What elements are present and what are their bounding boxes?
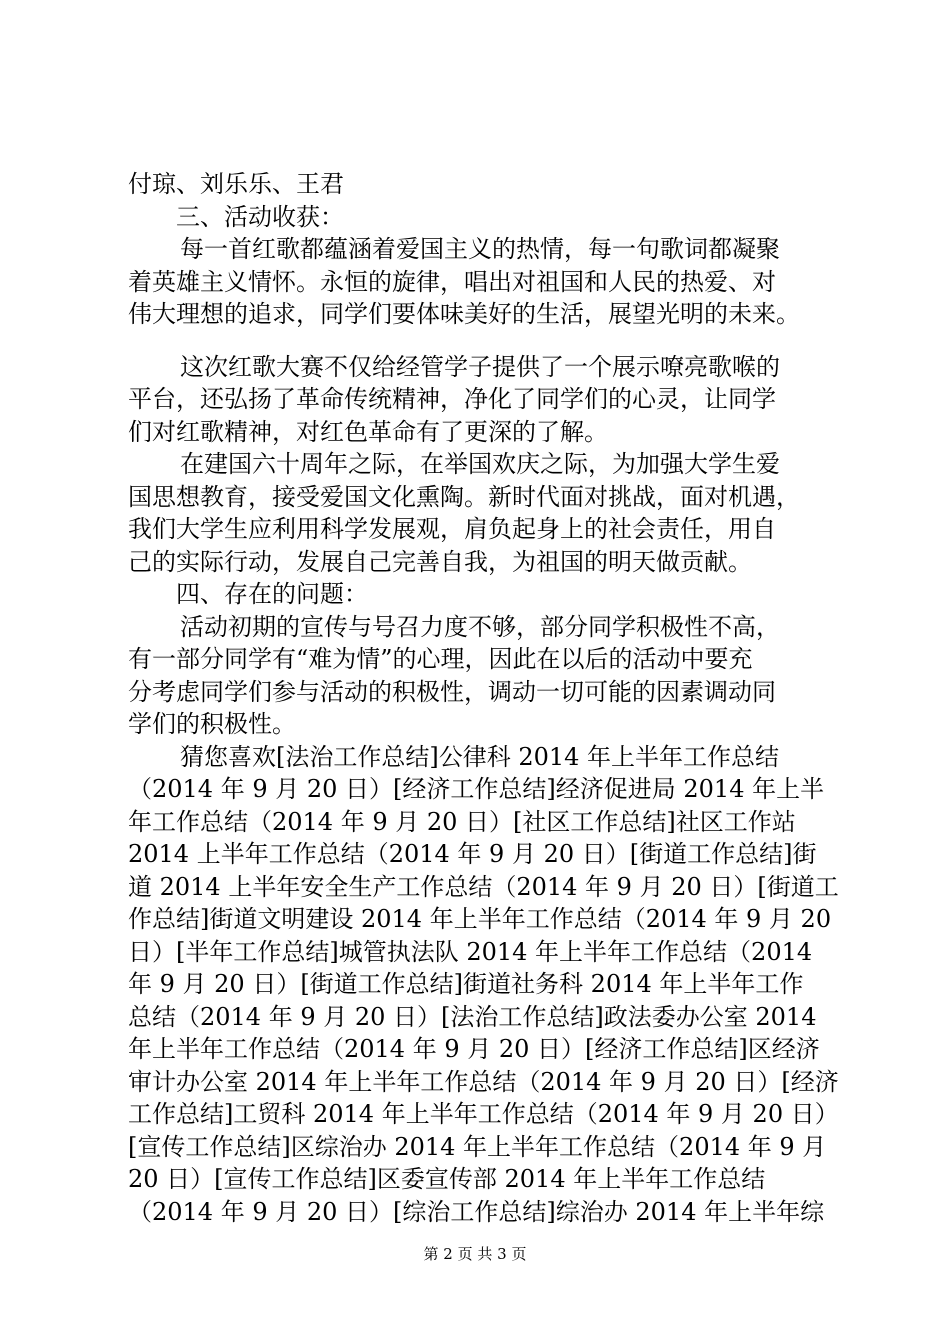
text-line: 每一首红歌都蕴涵着爱国主义的热情，每一句歌词都凝聚: [180, 235, 780, 263]
text-line: 活动初期的宣传与号召力度不够，部分同学积极性不高，: [180, 612, 780, 641]
related-links-line: 年 9 月 20 日）[街道工作总结]街道社务科 2014 年上半年工作: [128, 970, 804, 998]
text-line: 分考虑同学们参与活动的积极性，调动一切可能的因素调动同: [128, 677, 776, 706]
related-links-line: [宣传工作总结]区综治办 2014 年上半年工作总结（2014 年 9 月: [128, 1132, 827, 1161]
related-links-line: 总结（2014 年 9 月 20 日）[法治工作总结]政法委办公室 2014: [128, 1002, 817, 1031]
text-line: 着英雄主义情怀。永恒的旋律，唱出对祖国和人民的热爱、对: [128, 267, 776, 296]
text-line: 学们的积极性。: [128, 710, 296, 738]
related-links-line: 年上半年工作总结（2014 年 9 月 20 日）[经济工作总结]区经济: [128, 1035, 820, 1063]
text-line: 伟大理想的追求，同学们要体味美好的生活，展望光明的未来。: [128, 300, 800, 328]
related-links-line: 年工作总结（2014 年 9 月 20 日）[社区工作总结]社区工作站: [128, 807, 796, 836]
text-line: 这次红歌大赛不仅给经管学子提供了一个展示嘹亮歌喉的: [180, 352, 780, 381]
text-line: 有一部分同学有“难为情”的心理，因此在以后的活动中要充: [128, 645, 753, 673]
text-line: 们对红歌精神，对红色革命有了更深的了解。: [128, 417, 608, 446]
page-footer: 第 2 页 共 3 页: [423, 1245, 527, 1263]
related-links-line: （2014 年 9 月 20 日）[经济工作总结]经济促进局 2014 年上半: [128, 775, 825, 803]
text-line: 我们大学生应利用科学发展观，肩负起身上的社会责任，用自: [128, 515, 776, 543]
related-links-line: 审计办公室 2014 年上半年工作总结（2014 年 9 月 20 日）[经济: [128, 1067, 839, 1096]
section-heading-problems: 四、存在的问题：: [176, 580, 368, 608]
document-body: [128, 168, 839, 1228]
related-links-line: 工作总结]工贸科 2014 年上半年工作总结（2014 年 9 月 20 日）: [128, 1100, 839, 1128]
related-links-line: 2014 上半年工作总结（2014 年 9 月 20 日）[街道工作总结]街: [128, 840, 817, 868]
section-heading-harvest: 三、活动收获：: [176, 202, 344, 231]
text-line: 在建国六十周年之际，在举国欢庆之际，为加强大学生爱: [180, 450, 780, 478]
related-links-line: （2014 年 9 月 20 日）[综治工作总结]综治办 2014 年上半年综: [128, 1197, 825, 1226]
text-line: 平台，还弘扬了革命传统精神，净化了同学们的心灵，让同学: [128, 385, 776, 413]
paragraph-gap: [128, 331, 834, 351]
related-links-line: 道 2014 上半年安全生产工作总结（2014 年 9 月 20 日）[街道工: [128, 872, 839, 901]
related-links-line: 日）[半年工作总结]城管执法队 2014 年上半年工作总结（2014: [128, 937, 813, 966]
related-links-line: 20 日）[宣传工作总结]区委宣传部 2014 年上半年工作总结: [128, 1165, 766, 1193]
related-links-line: 作总结]街道文明建设 2014 年上半年工作总结（2014 年 9 月 20: [128, 905, 832, 933]
text-line: 付琼、刘乐乐、王君: [128, 170, 344, 198]
text-line: 国思想教育，接受爱国文化熏陶。新时代面对挑战，面对机遇，: [128, 482, 800, 511]
text-line: 己的实际行动，发展自己完善自我，为祖国的明天做贡献。: [128, 547, 752, 576]
related-links-line: 猜您喜欢[法治工作总结]公律科 2014 年上半年工作总结: [180, 742, 780, 771]
